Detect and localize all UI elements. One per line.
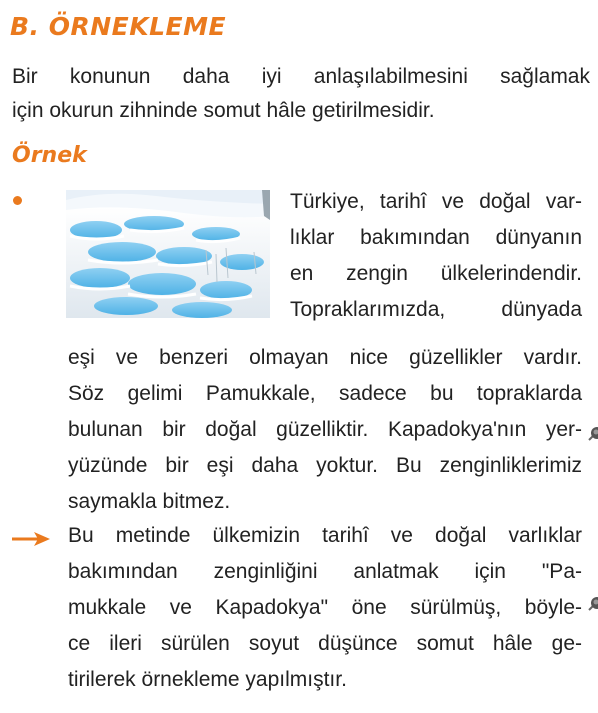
example-line: Söz gelimi Pamukkale, sadece bu topraklarda (68, 382, 582, 405)
example-line: saymakla bitmez. (68, 490, 231, 513)
conclusion-line: tirilerek örnekleme yapılmıştır. (68, 668, 347, 691)
section-heading: B. ÖRNEKLEME (10, 12, 227, 41)
example-line: bulunan bir doğal güzelliktir. Kapadokya'nın yer- (68, 418, 582, 441)
pamukkale-photo (66, 190, 270, 318)
definition-line: için okurun zihninde somut hâle getirilmesidir. (12, 99, 435, 122)
example-line: lıklar bakımından dünyanın (290, 226, 582, 249)
conclusion-line: bakımından zenginliğini anlatmak için "Pa- (68, 560, 582, 583)
definition-line: Bir konunun daha iyi anlaşılabilmesini sağlamak (12, 65, 590, 88)
example-text-beside-image (290, 184, 582, 328)
conclusion-paragraph (68, 518, 582, 698)
definition-paragraph (12, 60, 590, 128)
example-line: eşi ve benzeri olmayan nice güzellikler vardır. (68, 346, 582, 369)
conclusion-line: Bu metinde ülkemizin tarihî ve doğal varlıklar (68, 524, 582, 547)
conclusion-line: ce ileri sürülen soyut düşünce somut hâle ge- (68, 632, 582, 655)
example-label: Örnek (12, 143, 87, 168)
example-line: Topraklarımızda, dünyada (290, 298, 582, 321)
example-line: yüzünde bir eşi daha yoktur. Bu zenginliklerimiz (68, 454, 582, 477)
pushpin-icon (586, 426, 598, 444)
arrow-right-icon (12, 531, 52, 547)
conclusion-line: mukkale ve Kapadokya" öne sürülmüş, böyle- (68, 596, 582, 619)
bullet-dot-icon (13, 196, 22, 205)
pushpin-icon (586, 596, 598, 614)
pamukkale-illustration (66, 190, 270, 318)
example-text-full (68, 340, 582, 520)
example-line: Türkiye, tarihî ve doğal var- (290, 190, 582, 213)
example-line: en zengin ülkelerindendir. (290, 262, 582, 285)
